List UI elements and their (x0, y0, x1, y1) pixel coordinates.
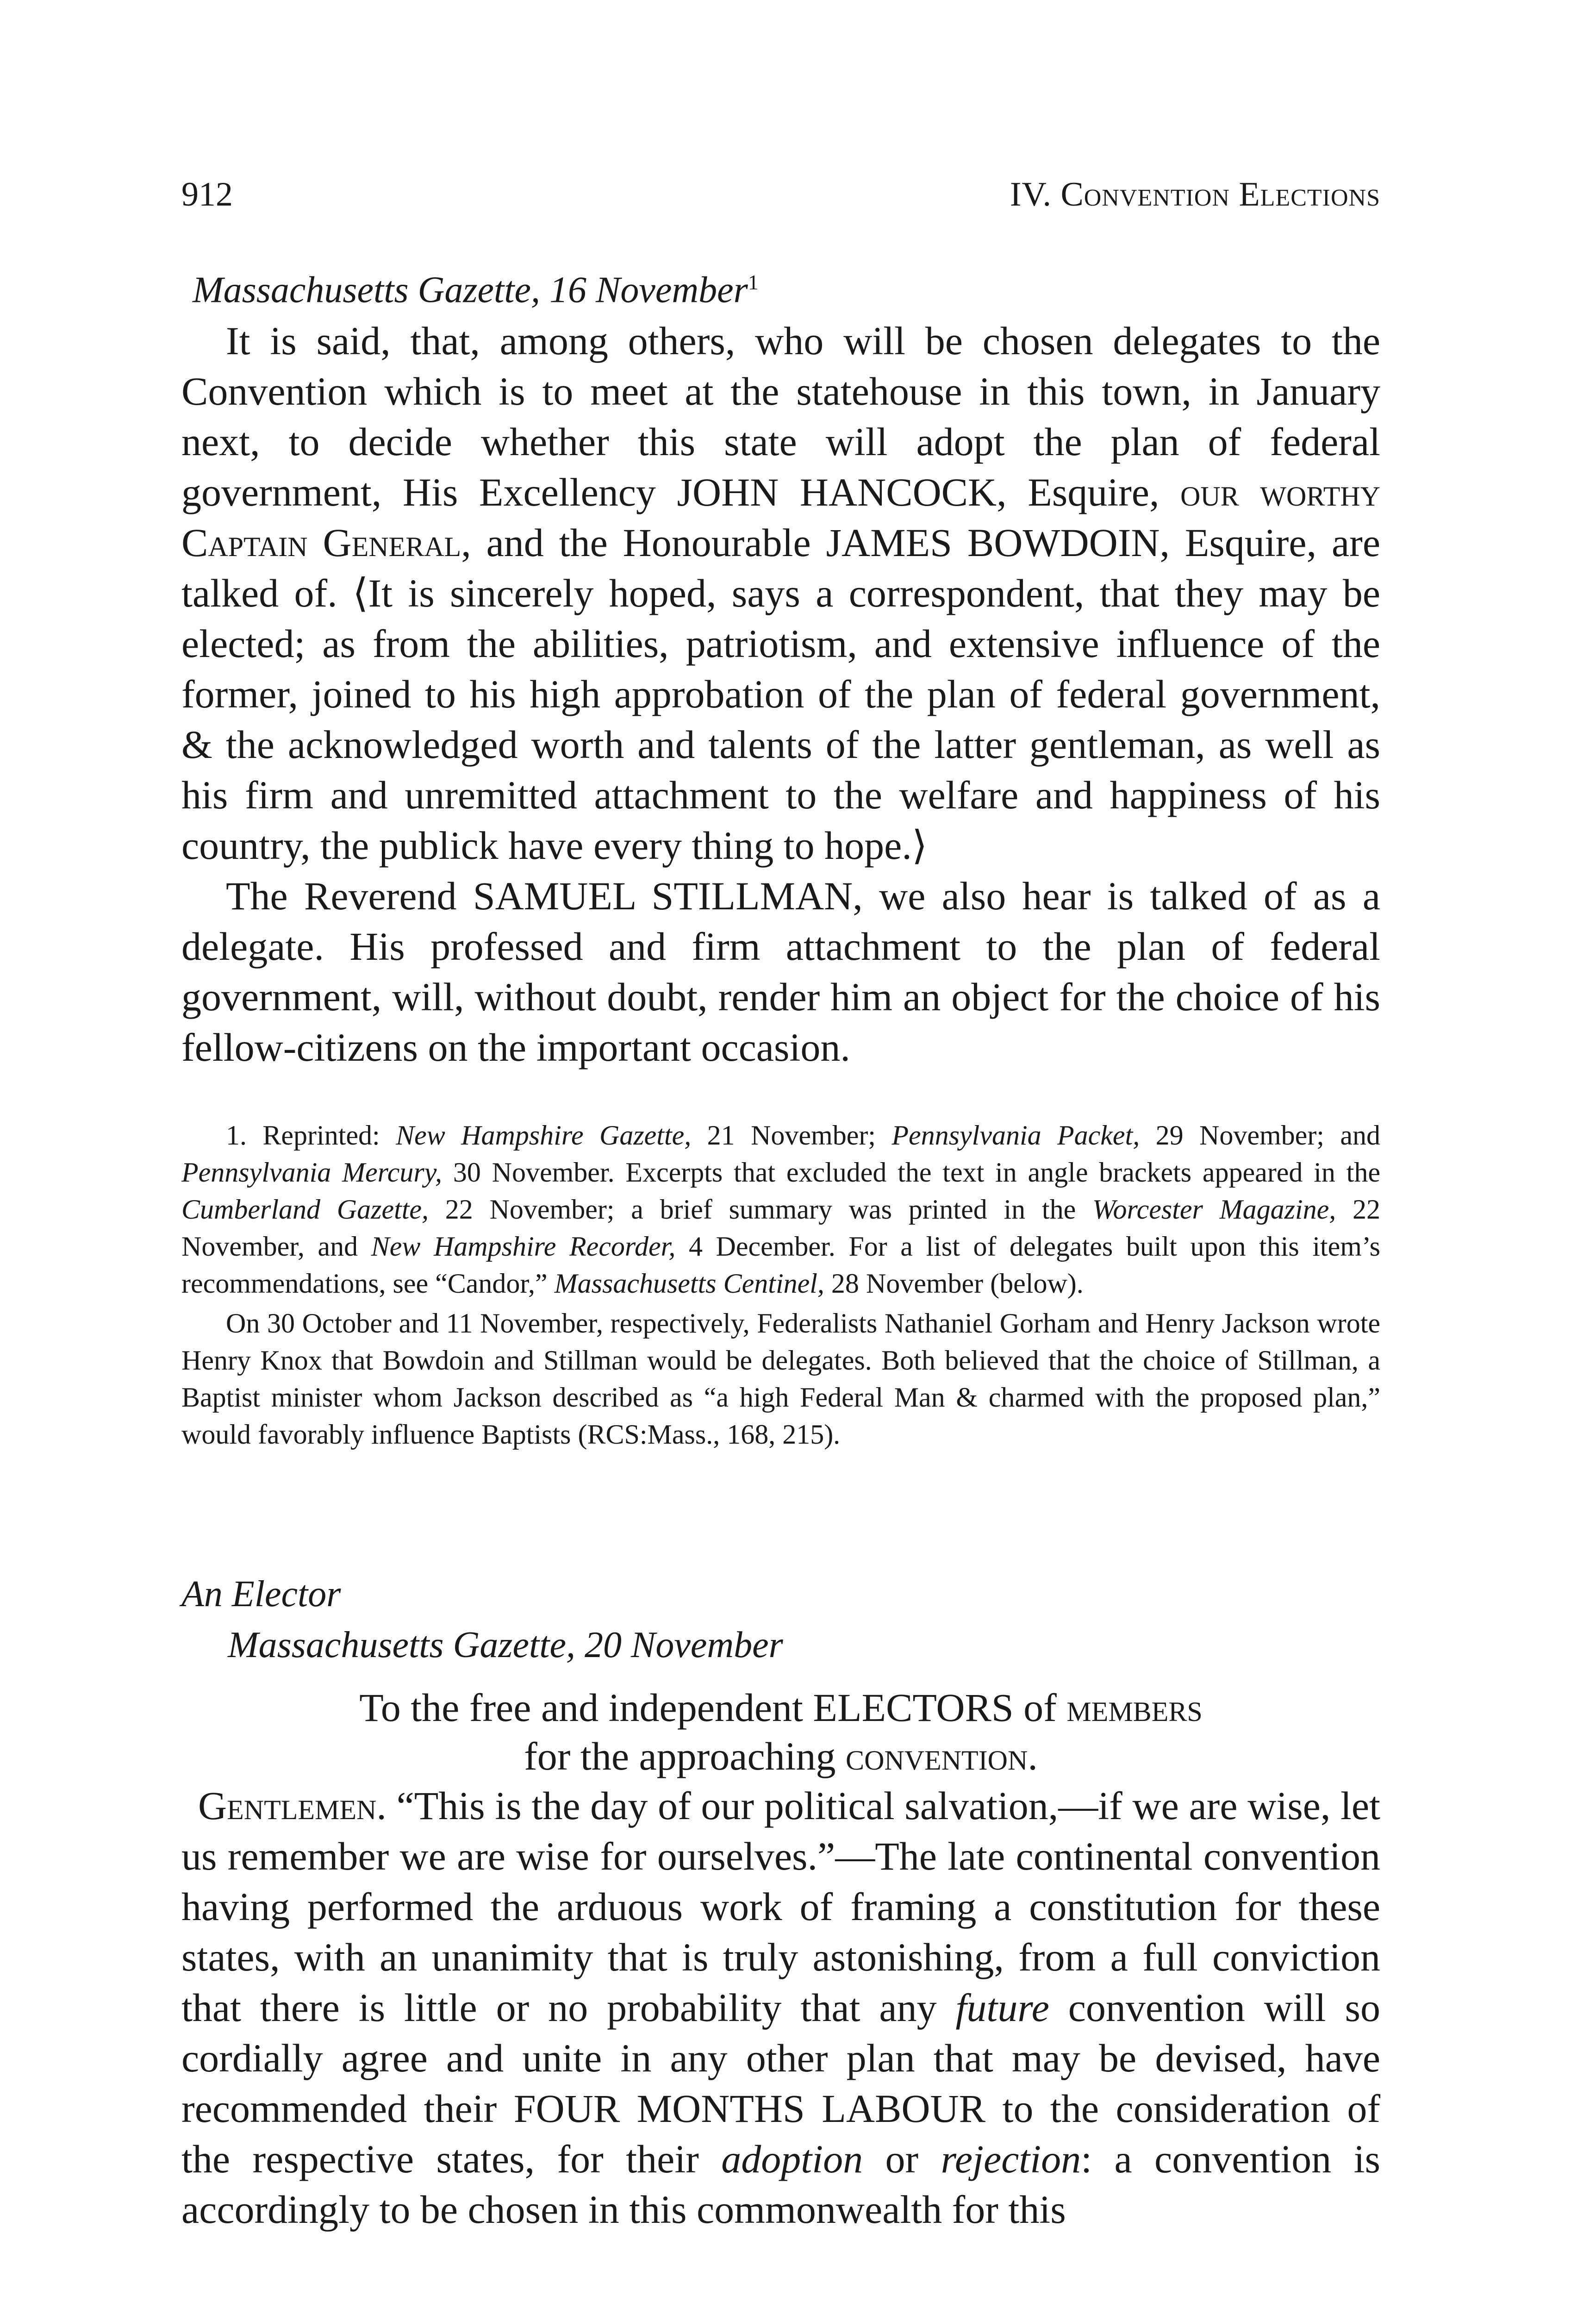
italic-text: rejection (941, 2136, 1081, 2181)
section-gap (181, 1453, 1380, 1569)
footnote-2: On 30 October and 11 November, respectively, Federalists Nathaniel Gorham and Henry Jackson wrote Henry Knox that Bowdoin and Stillman would be delegates. Both believed that the choice of Stillman, a Baptist minister whom Jackson described as “a high Federal Man & charmed with the proposed plan,” would favorably influence Baptists (RCS:Mass., 168, 215). (181, 1308, 1380, 1450)
paragraph-text: : a convention is accordingly to be chosen in this commonwealth for this (181, 2136, 1380, 2232)
running-title: IV. Convention Elections (1010, 175, 1380, 213)
publication-title: Pennsylvania Packet, (892, 1120, 1140, 1151)
italic-text: adoption (721, 2136, 863, 2181)
paragraph-text: convention will so cordially agree and unite in any other plan that may be devised, have recommended their FOUR MONTHS LABOUR to the consideration of the respective states, for their (181, 1985, 1380, 2181)
article-source: Massachusetts Gazette, 20 November (228, 1624, 783, 1665)
address-text: To the free and independent ELECTORS of (359, 1685, 1067, 1730)
address-line-2 (181, 1732, 1380, 1781)
running-header (181, 175, 1380, 226)
publication-title: Pennsylvania Mercury, (181, 1157, 443, 1188)
publication-title: New Hampshire Recorder, (371, 1231, 676, 1262)
paragraph-text: or (863, 2136, 941, 2181)
footnote-1 (181, 1117, 1380, 1302)
article-signer: An Elector (181, 1573, 341, 1614)
address-text: for the approaching (524, 1733, 846, 1778)
page-body (181, 257, 1380, 2235)
address-heading (181, 1683, 1380, 1781)
footnote-text: 30 November. Excerpts that excluded the text in angle brackets appeared in the (442, 1157, 1380, 1188)
paragraph-text: It is said, that, among others, who will be chosen delegates to the Convention which is to meet at the statehouse in this town, in January next, to decide whether this state will adopt the plan of federal government, His Excellency JOHN HANCOCK, Esquire, (181, 318, 1380, 514)
footnote-text: 29 November; and (1140, 1120, 1380, 1151)
publication-title: Massachusetts Centinel, (554, 1268, 824, 1299)
article-paragraph: The Reverend SAMUEL STILLMAN, we also hear is talked of as a delegate. His professed and firm attachment to the plan of federal government, will, without doubt, render him an object for the choice of his fellow-citizens on the important occasion. (181, 873, 1380, 1070)
publication-title: New Hampshire Gazette, (396, 1120, 692, 1151)
article-paragraph (181, 1781, 1380, 2235)
page-number: 912 (181, 175, 233, 213)
footnote-text: 22 November; a brief summary was printed in the (429, 1194, 1092, 1225)
small-caps-text: our worthy Captain General (181, 469, 1381, 565)
paragraph-text: “This is the day of our political salvation,—if we are wise, let us remember we are wise for ourselves.”—The late continental convention having performed the arduous work of framing a constitution for these states, with an unanimity that is truly astonishing, from a full conviction that there is little or no probability that any (181, 1783, 1380, 2030)
italic-text: future (955, 1985, 1049, 2030)
footnote-text: 28 November (below). (824, 1268, 1084, 1299)
footnote-text: 22 November, and (181, 1194, 1380, 1262)
article-title (181, 257, 1380, 316)
publication-title: Worcester Magazine, (1092, 1194, 1336, 1225)
footnotes (181, 1117, 1380, 1453)
salutation: Gentlemen. (198, 1783, 387, 1828)
footnote-text: 21 November; (691, 1120, 892, 1151)
small-caps-text: convention. (846, 1733, 1038, 1778)
footnote-text: 4 December. For a list of delegates built upon this item’s recommendations, see “Candor,” (181, 1231, 1380, 1299)
article-paragraph (181, 316, 1380, 871)
article-title-text: Massachusetts Gazette, 16 November (193, 269, 748, 311)
paragraph-text: , and the Honourable JAMES BOWDOIN, Esquire, are talked of. ⟨It is sincerely hoped, says a correspondent, that they may be elected; as from the abilities, patriotism, and extensive influence of the former, joined to his high approbation of the plan of federal government, & the acknowledged worth and talents of the latter gentleman, as well as his firm and unremitted attachment to the welfare and happiness of his country, the publick have every thing to hope.⟩ (181, 520, 1380, 868)
publication-title: Cumberland Gazette, (181, 1194, 429, 1225)
footnote-text: 1. Reprinted: (226, 1120, 396, 1151)
address-line-1 (359, 1685, 1202, 1730)
footnote-reference: 1 (748, 270, 759, 294)
small-caps-text: members (1066, 1685, 1203, 1730)
